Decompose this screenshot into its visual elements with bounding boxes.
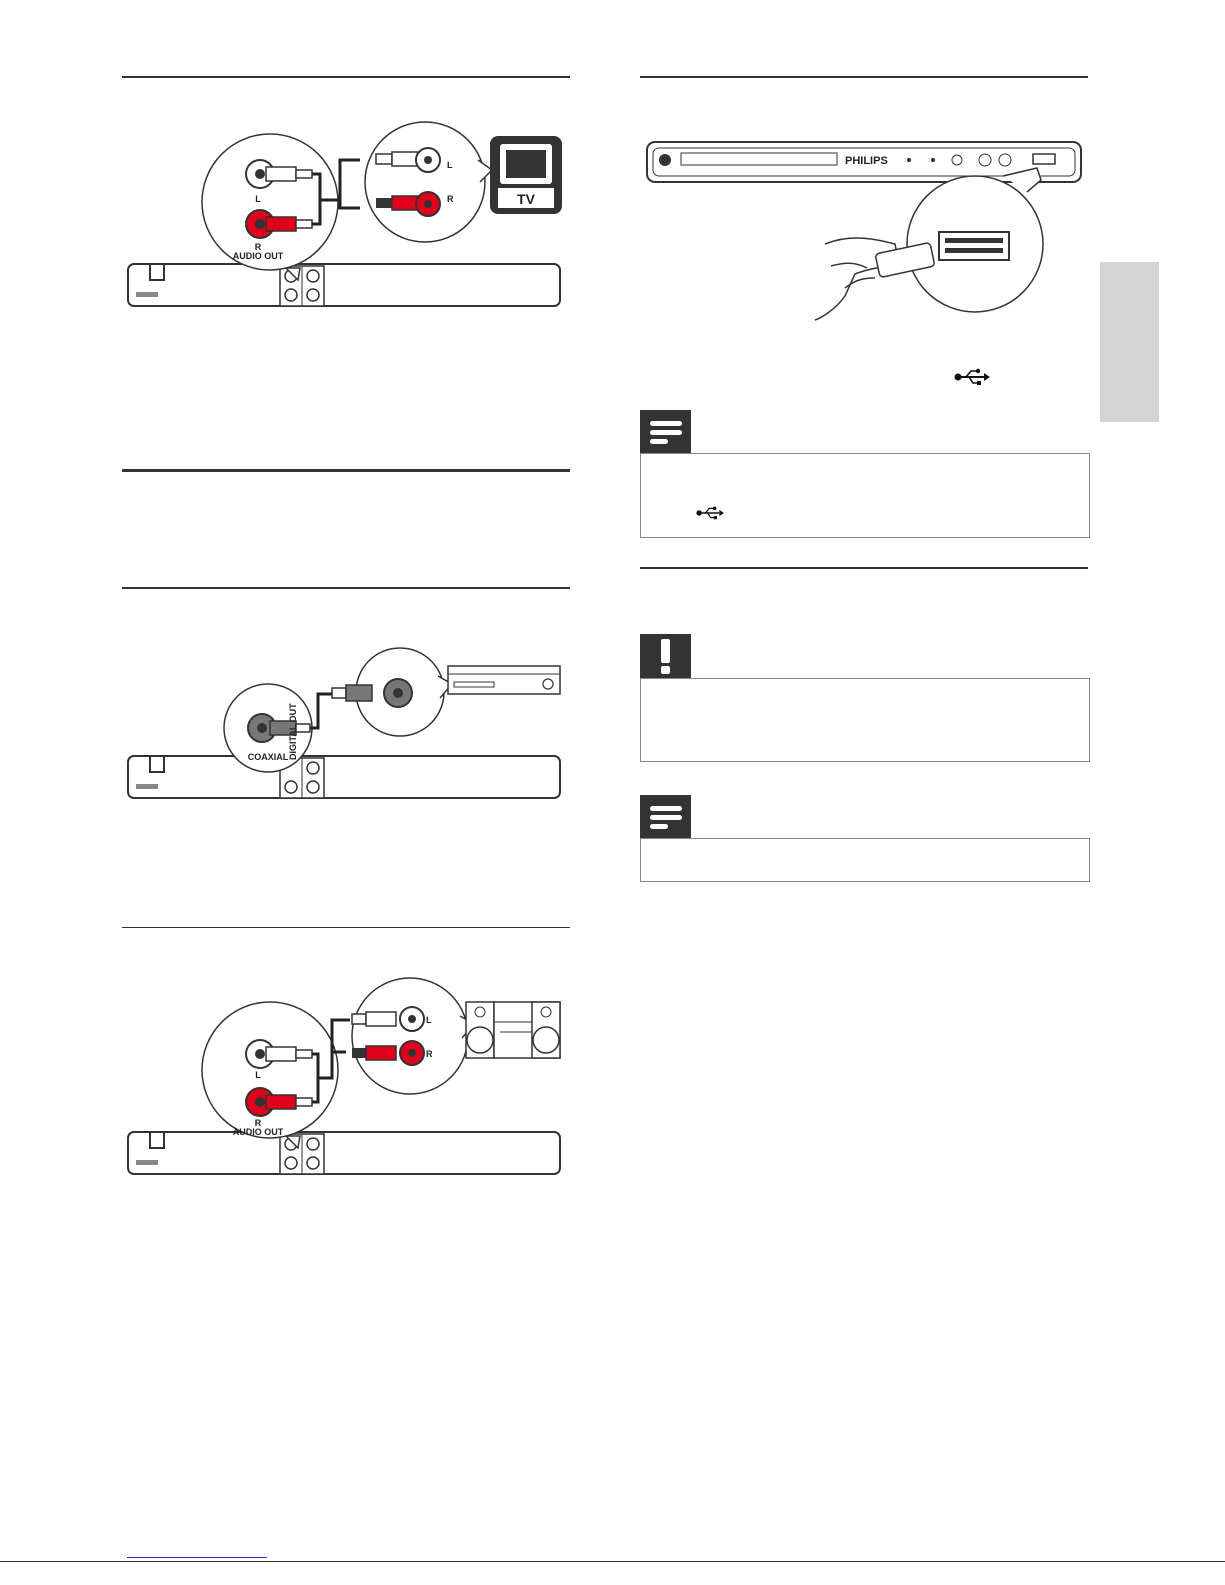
section-rule-analog-tv (122, 76, 570, 78)
section-rule-2 (122, 469, 570, 472)
note-icon (640, 795, 691, 839)
label-r-stereo: R (426, 1049, 433, 1059)
language-side-tab (1100, 262, 1159, 422)
label-r-player: R (254, 242, 262, 252)
caution-badge (640, 634, 691, 678)
note-badge-2 (640, 795, 691, 839)
label-r-tv: R (447, 194, 454, 204)
tv-label: TV (517, 191, 535, 207)
footer-link-underline[interactable] (127, 1557, 267, 1558)
usb-icon-note (696, 506, 724, 520)
section-rule-coaxial (122, 587, 570, 589)
note-badge-1 (640, 410, 691, 454)
section-rule-stereo (122, 927, 570, 928)
caution-box (640, 678, 1090, 762)
note-box-2 (640, 838, 1090, 882)
note-box-1 (640, 453, 1090, 538)
label-coaxial: COAXIAL (247, 752, 289, 762)
caution-icon (640, 634, 691, 678)
footer-rule (0, 1561, 1225, 1562)
label-r-player-2: R (254, 1118, 262, 1128)
usb-icon (954, 368, 990, 386)
label-audio-out-1: AUDIO OUT (232, 251, 284, 261)
section-rule-power (640, 567, 1088, 569)
label-l-player: L (255, 194, 261, 204)
diagram-audio-to-tv (120, 120, 570, 320)
label-l-player-2: L (255, 1070, 261, 1080)
note-icon (640, 410, 691, 454)
section-rule-usb (640, 76, 1088, 78)
diagram-coaxial (120, 636, 570, 806)
diagram-audio-to-stereo (120, 972, 570, 1182)
diagram-usb-front-panel (645, 140, 1085, 330)
label-l-stereo: L (426, 1015, 432, 1025)
label-l-tv: L (447, 160, 453, 170)
label-digital-out: DIGITAL OUT (288, 703, 298, 760)
philips-brand: PHILIPS (845, 155, 888, 167)
label-audio-out-2: AUDIO OUT (232, 1127, 284, 1137)
